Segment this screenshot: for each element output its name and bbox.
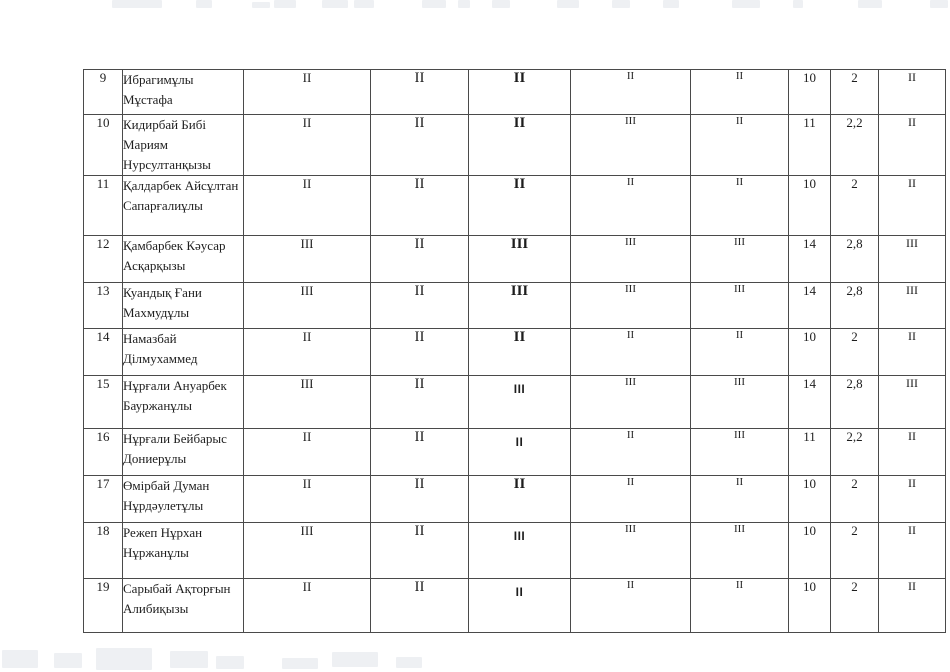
cell-score-sum: 10 <box>789 176 831 236</box>
cell-score-sum: 10 <box>789 579 831 633</box>
scan-artifact <box>492 0 510 8</box>
cell-row-number: 17 <box>84 476 123 523</box>
scan-artifact <box>216 656 244 669</box>
cell-final-grade: II <box>879 523 946 579</box>
table-row <box>84 429 946 476</box>
cell-grade-1: III <box>244 283 371 329</box>
cell-grade-1: II <box>244 70 371 115</box>
cell-grade-3: III <box>469 523 571 579</box>
cell-grade-4: II <box>571 70 691 115</box>
scan-artifact <box>732 0 760 8</box>
cell-score-sum: 10 <box>789 70 831 115</box>
cell-grade-5: II <box>691 476 789 523</box>
scan-artifact <box>332 652 378 667</box>
scan-artifact <box>274 0 296 8</box>
cell-score-avg: 2,2 <box>831 429 879 476</box>
cell-grade-4: II <box>571 476 691 523</box>
cell-final-grade: II <box>879 70 946 115</box>
cell-grade-1: II <box>244 115 371 176</box>
cell-score-avg: 2 <box>831 176 879 236</box>
cell-grade-3: II <box>469 429 571 476</box>
cell-row-number: 16 <box>84 429 123 476</box>
cell-name: Нұрғали Ануарбек Бауржанұлы <box>123 376 244 429</box>
cell-row-number: 19 <box>84 579 123 633</box>
cell-grade-3: II <box>469 115 571 176</box>
cell-score-avg: 2,8 <box>831 236 879 283</box>
cell-grade-4: III <box>571 115 691 176</box>
cell-name: Ибрагимұлы Мұстафа <box>123 70 244 115</box>
cell-name: Кидирбай Бибі Мариям Нурсултанқызы <box>123 115 244 176</box>
scan-artifact <box>793 0 803 8</box>
cell-name: Қалдарбек Айсұлтан Сапарғалиұлы <box>123 176 244 236</box>
table-row <box>84 70 946 115</box>
cell-name: Нұрғали Бейбарыс Дониерұлы <box>123 429 244 476</box>
scan-artifact <box>930 0 948 8</box>
cell-grade-5: II <box>691 176 789 236</box>
cell-score-avg: 2 <box>831 523 879 579</box>
cell-name: Намазбай Ділмухаммед <box>123 329 244 376</box>
scan-artifact <box>2 650 38 668</box>
cell-name: Өмірбай Думан Нұрдәулетұлы <box>123 476 244 523</box>
cell-grade-2: II <box>371 579 469 633</box>
cell-score-avg: 2 <box>831 579 879 633</box>
cell-row-number: 11 <box>84 176 123 236</box>
cell-grade-1: III <box>244 376 371 429</box>
cell-name: Қамбарбек Кәусар Асқарқызы <box>123 236 244 283</box>
scan-artifact <box>557 0 579 8</box>
cell-grade-2: II <box>371 176 469 236</box>
table-row <box>84 476 946 523</box>
table-body <box>84 70 946 633</box>
table-row <box>84 236 946 283</box>
table-row <box>84 115 946 176</box>
cell-final-grade: III <box>879 236 946 283</box>
cell-grade-1: II <box>244 429 371 476</box>
cell-grade-1: III <box>244 523 371 579</box>
cell-final-grade: III <box>879 376 946 429</box>
cell-row-number: 15 <box>84 376 123 429</box>
cell-grade-4: II <box>571 329 691 376</box>
cell-score-avg: 2 <box>831 70 879 115</box>
cell-name: Куандық Ғани Махмудұлы <box>123 283 244 329</box>
cell-score-avg: 2,2 <box>831 115 879 176</box>
cell-final-grade: II <box>879 579 946 633</box>
cell-grade-2: II <box>371 70 469 115</box>
cell-row-number: 13 <box>84 283 123 329</box>
cell-score-sum: 14 <box>789 236 831 283</box>
cell-score-sum: 14 <box>789 376 831 429</box>
cell-grade-4: III <box>571 283 691 329</box>
cell-grade-5: III <box>691 376 789 429</box>
scan-artifact <box>96 648 152 670</box>
cell-score-sum: 10 <box>789 476 831 523</box>
cell-grade-5: II <box>691 579 789 633</box>
cell-grade-3: III <box>469 283 571 329</box>
cell-grade-3: II <box>469 579 571 633</box>
cell-grade-5: III <box>691 523 789 579</box>
scan-artifact <box>458 0 470 8</box>
cell-score-avg: 2,8 <box>831 283 879 329</box>
cell-grade-1: II <box>244 579 371 633</box>
cell-grade-5: II <box>691 329 789 376</box>
cell-grade-1: II <box>244 176 371 236</box>
scan-artifact <box>196 0 212 8</box>
cell-row-number: 9 <box>84 70 123 115</box>
cell-grade-5: II <box>691 115 789 176</box>
cell-score-sum: 11 <box>789 115 831 176</box>
scan-artifact <box>170 651 208 668</box>
cell-grade-3: II <box>469 476 571 523</box>
scan-artifact <box>422 0 446 8</box>
grades-table <box>83 69 946 633</box>
cell-grade-4: II <box>571 429 691 476</box>
cell-name: Режеп Нұрхан Нұржанұлы <box>123 523 244 579</box>
scan-artifact <box>322 0 348 8</box>
cell-grade-5: III <box>691 429 789 476</box>
cell-grade-4: III <box>571 523 691 579</box>
cell-score-avg: 2,8 <box>831 376 879 429</box>
cell-grade-3: III <box>469 236 571 283</box>
cell-grade-2: II <box>371 376 469 429</box>
table-row <box>84 523 946 579</box>
cell-grade-4: II <box>571 176 691 236</box>
cell-grade-3: II <box>469 329 571 376</box>
cell-grade-2: II <box>371 476 469 523</box>
cell-final-grade: III <box>879 283 946 329</box>
cell-grade-1: III <box>244 236 371 283</box>
cell-row-number: 14 <box>84 329 123 376</box>
scan-artifact <box>354 0 374 8</box>
cell-name: Сарыбай Ақторғын Алибиқызы <box>123 579 244 633</box>
cell-grade-2: II <box>371 236 469 283</box>
cell-final-grade: II <box>879 115 946 176</box>
cell-final-grade: II <box>879 329 946 376</box>
cell-score-avg: 2 <box>831 476 879 523</box>
cell-grade-2: II <box>371 429 469 476</box>
scan-artifact <box>282 658 318 669</box>
cell-row-number: 12 <box>84 236 123 283</box>
table-row <box>84 329 946 376</box>
cell-grade-4: III <box>571 376 691 429</box>
table-row <box>84 283 946 329</box>
scan-artifact <box>663 0 679 8</box>
scan-artifact <box>252 2 270 8</box>
cell-score-sum: 10 <box>789 329 831 376</box>
cell-final-grade: II <box>879 176 946 236</box>
scan-artifact <box>612 0 630 8</box>
cell-grade-2: II <box>371 523 469 579</box>
cell-grade-1: II <box>244 476 371 523</box>
table-row <box>84 579 946 633</box>
scan-artifact <box>858 0 882 8</box>
cell-grade-3: II <box>469 176 571 236</box>
cell-final-grade: II <box>879 429 946 476</box>
scan-artifact <box>54 653 82 668</box>
cell-grade-4: II <box>571 579 691 633</box>
cell-grade-1: II <box>244 329 371 376</box>
cell-grade-2: II <box>371 329 469 376</box>
cell-row-number: 10 <box>84 115 123 176</box>
cell-grade-2: II <box>371 115 469 176</box>
table-row <box>84 376 946 429</box>
grades-table-wrap <box>83 69 946 633</box>
scan-artifact <box>396 657 422 668</box>
cell-final-grade: II <box>879 476 946 523</box>
cell-score-sum: 11 <box>789 429 831 476</box>
scan-artifact <box>112 0 162 8</box>
cell-grade-2: II <box>371 283 469 329</box>
cell-grade-3: II <box>469 70 571 115</box>
cell-score-sum: 10 <box>789 523 831 579</box>
cell-score-avg: 2 <box>831 329 879 376</box>
cell-row-number: 18 <box>84 523 123 579</box>
cell-grade-4: III <box>571 236 691 283</box>
cell-grade-5: II <box>691 70 789 115</box>
cell-score-sum: 14 <box>789 283 831 329</box>
cell-grade-5: III <box>691 236 789 283</box>
cell-grade-5: III <box>691 283 789 329</box>
cell-grade-3: III <box>469 376 571 429</box>
table-row <box>84 176 946 236</box>
